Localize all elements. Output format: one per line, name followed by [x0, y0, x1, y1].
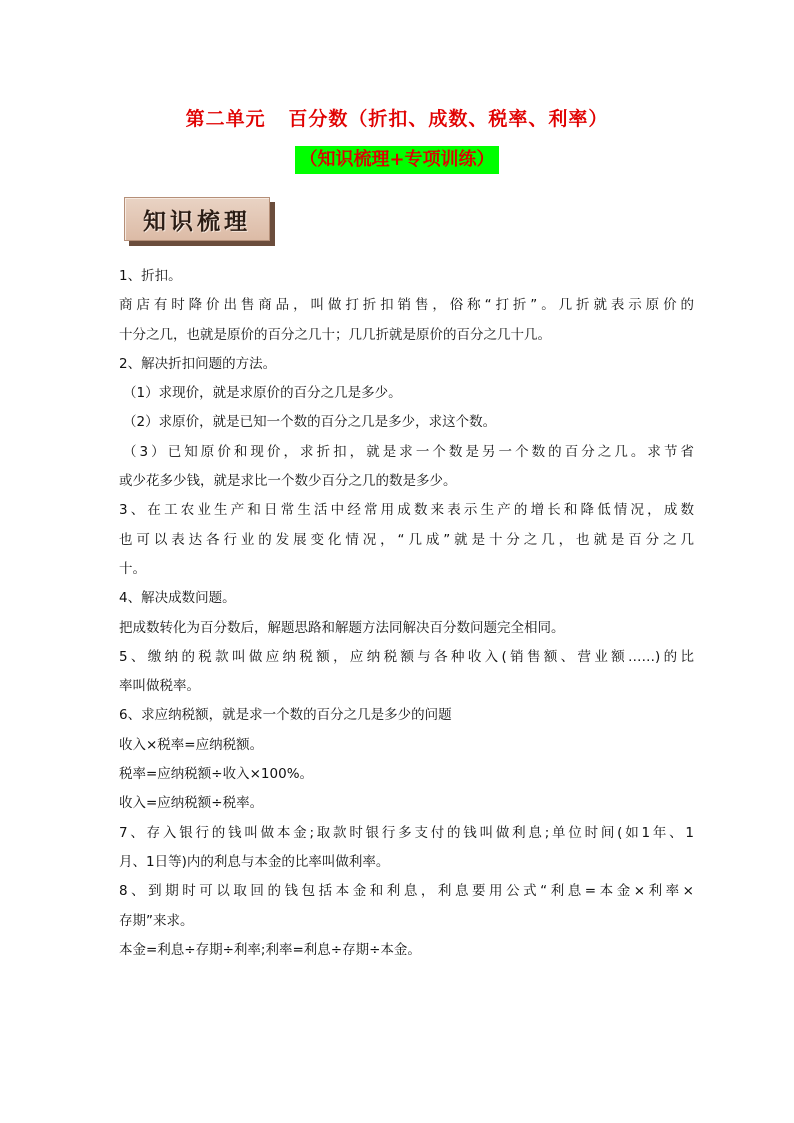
paragraph-line: 或少花多少钱，就是求比一个数少百分之几的数是多少。	[119, 473, 457, 490]
list-item: （3）已知原价和现价，求折扣，就是求一个数是另一个数的百分之几。求节省	[123, 443, 694, 460]
subtitle-container	[0, 146, 794, 174]
paragraph-line: 月、1日等)内的利息与本金的比率叫做利率。	[119, 853, 390, 870]
list-item: （2）求原价，就是已知一个数的百分之几是多少，求这个数。	[123, 414, 497, 431]
formula-line: 税率=应纳税额÷收入×100%。	[119, 766, 314, 783]
heading-interest-formula: 8、到期时可以取回的钱包括本金和利息，利息要用公式“利息=本金×利率×	[119, 883, 694, 900]
heading-tax: 5、缴纳的税款叫做应纳税额，应纳税额与各种收入(销售额、营业额……)的比	[119, 648, 694, 665]
formula-line: 本金=利息÷存期÷利率;利率=利息÷存期÷本金。	[119, 941, 421, 958]
section-badge	[124, 197, 270, 241]
subtitle-highlight: （知识梳理+专项训练）	[295, 146, 498, 174]
formula-line: 收入=应纳税额÷税率。	[119, 795, 264, 812]
heading-tax-amount: 6、求应纳税额，就是求一个数的百分之几是多少的问题	[119, 707, 452, 724]
paragraph-line: 也可以表达各行业的发展变化情况，“几成”就是十分之几，也就是百分之几	[119, 531, 694, 548]
heading-percentage-tenths: 3、在工农业生产和日常生活中经常用成数来表示生产的增长和降低情况，成数	[119, 502, 694, 519]
paragraph-line: 率叫做税率。	[119, 678, 200, 695]
paragraph-line: 商店有时降价出售商品，叫做打折扣销售，俗称“打折”。几折就表示原价的	[119, 297, 694, 314]
formula-line: 收入×税率=应纳税额。	[119, 736, 264, 753]
section-badge-label: 知识梳理	[143, 207, 251, 235]
heading-tenths-problems: 4、解决成数问题。	[119, 590, 236, 607]
heading-discount-methods: 2、解决折扣问题的方法。	[119, 355, 277, 372]
content-body	[119, 262, 694, 965]
paragraph-line: 十分之几，也就是原价的百分之几十；几几折就是原价的百分之几十几。	[119, 326, 551, 343]
paragraph-line: 存期”来求。	[119, 912, 194, 929]
heading-interest: 7、存入银行的钱叫做本金;取款时银行多支付的钱叫做利息;单位时间(如1年、1	[119, 824, 694, 841]
page-title: 第二单元 百分数（折扣、成数、税率、利率）	[185, 108, 609, 130]
list-item: （1）求现价，就是求原价的百分之几是多少。	[123, 385, 402, 402]
heading-discount: 1、折扣。	[119, 268, 182, 284]
paragraph-line: 把成数转化为百分数后，解题思路和解题方法同解决百分数问题完全相同。	[119, 619, 565, 636]
paragraph-line: 十。	[119, 560, 146, 577]
